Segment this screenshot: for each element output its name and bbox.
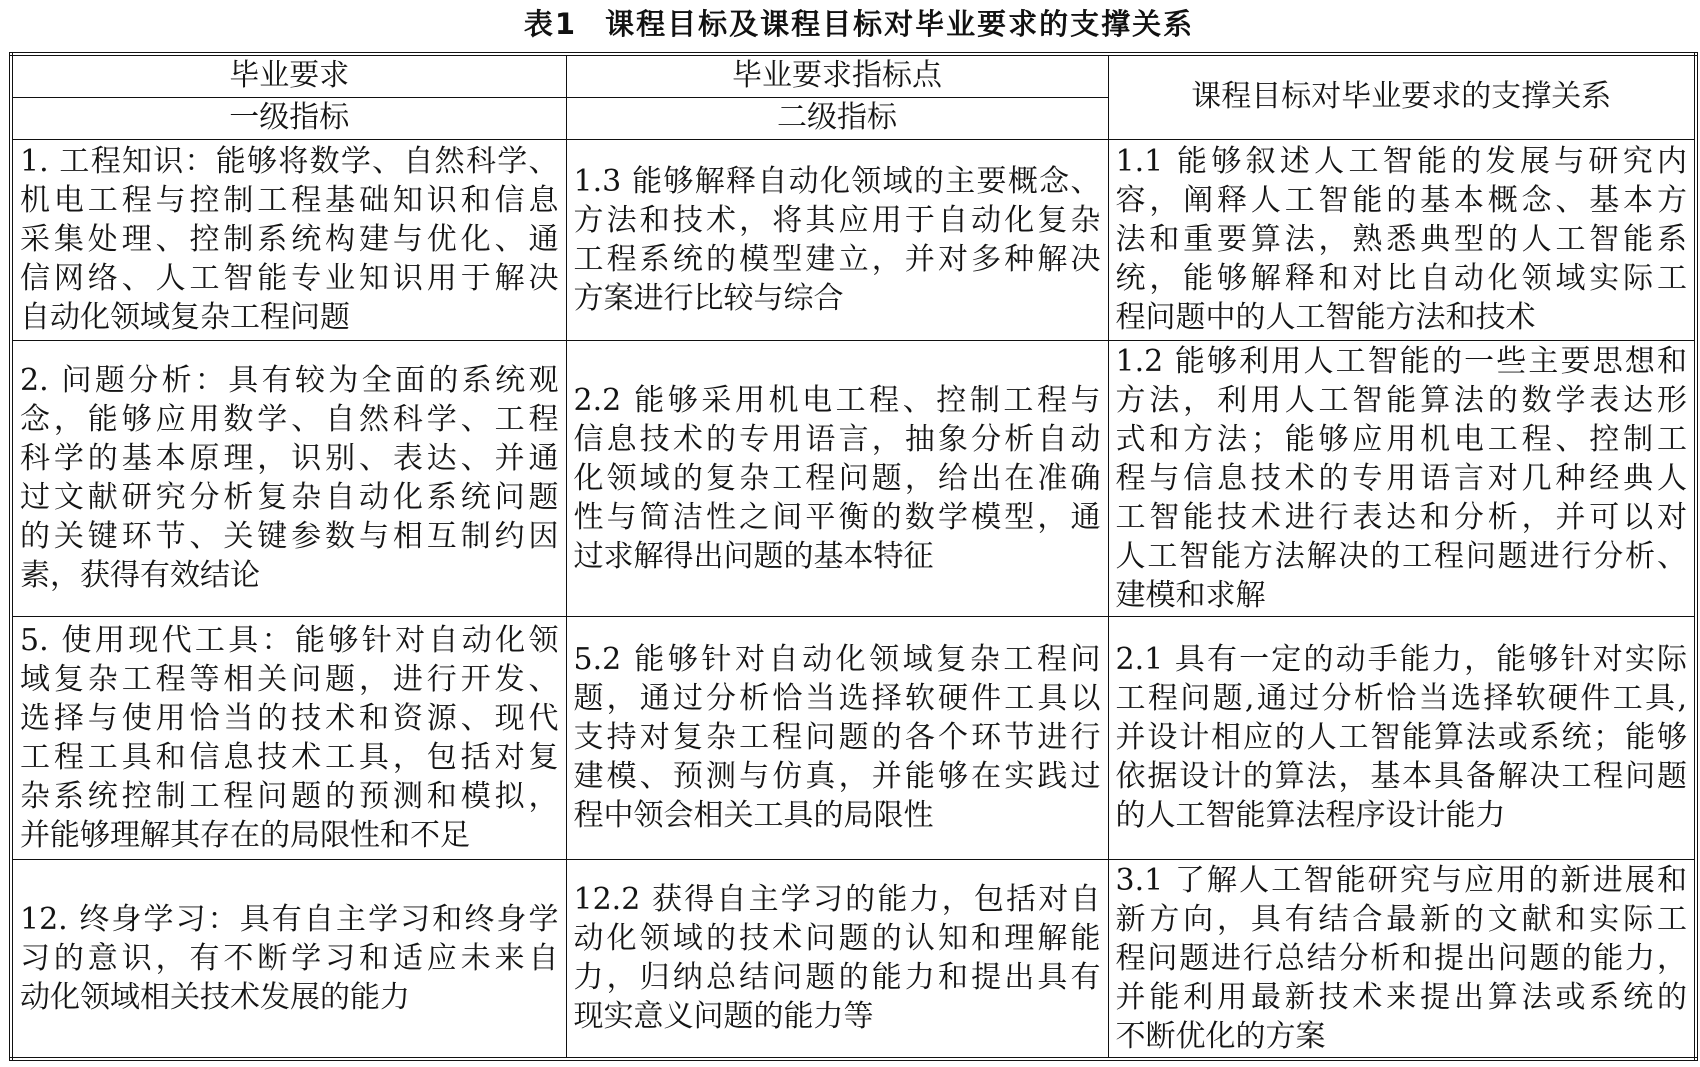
- indicator-line: 方法和技术，将其应用于自动化复杂: [573, 202, 1101, 238]
- indicator-line: 现实意义问题的能力等: [573, 999, 874, 1035]
- requirement-line: 工程工具和信息技术工具，包括对复: [20, 739, 559, 775]
- support-line: 的人工智能算法程序设计能力: [1115, 798, 1506, 833]
- table-title: 课程目标及课程目标对毕业要求的支撑关系: [605, 7, 1195, 41]
- requirement-line: 2. 问题分析：具有较为全面的系统观: [20, 363, 559, 398]
- indicator-cell: [566, 859, 1108, 1059]
- support-line: 容，阐释人工智能的基本概念、基本方: [1115, 183, 1687, 218]
- requirement-line: 念，能够应用数学、自然科学、工程: [20, 402, 559, 437]
- support-line: 建模和求解: [1115, 577, 1266, 613]
- support-line: 工程问题,通过分析恰当选择软硬件工具,: [1115, 681, 1687, 716]
- support-relation-table: [9, 52, 1698, 1061]
- indicator-line: 建模、预测与仿真，并能够在实践过: [573, 759, 1101, 794]
- support-line: 程问题进行总结分析和提出问题的能力，: [1115, 940, 1687, 976]
- indicator-cell: [566, 616, 1108, 859]
- support-line: 1.2 能够利用人工智能的一些主要思想和: [1115, 343, 1687, 379]
- requirement-line: 素，获得有效结论: [20, 558, 260, 593]
- indicator-line: 1.3 能够解释自动化领域的主要概念、: [573, 163, 1101, 199]
- requirement-cell: [11, 139, 566, 340]
- support-cell: [1108, 340, 1696, 616]
- requirement-line: 过文献研究分析复杂自动化系统问题: [20, 480, 559, 515]
- support-line: 并设计相应的人工智能算法或系统；能够: [1115, 720, 1687, 755]
- indicator-line: 方案进行比较与综合: [573, 280, 844, 316]
- header-second-level: 二级指标: [566, 97, 1108, 139]
- requirement-cell: [11, 859, 566, 1059]
- support-line: 新方向，具有结合最新的文献和实际工: [1115, 901, 1687, 937]
- support-cell: [1108, 616, 1696, 859]
- requirement-line: 选择与使用恰当的技术和资源、现代: [20, 700, 559, 736]
- table-row: [11, 859, 1696, 1059]
- indicator-line: 支持对复杂工程问题的各个环节进行: [573, 720, 1101, 755]
- indicator-line: 性与简洁性之间平衡的数学模型，通: [573, 499, 1101, 535]
- support-line: 法和重要算法，熟悉典型的人工智能系: [1115, 222, 1687, 257]
- requirement-line: 5. 使用现代工具：能够针对自动化领: [20, 622, 559, 658]
- table-row: [11, 616, 1696, 859]
- support-line: 式和方法；能够应用机电工程、控制工: [1115, 421, 1687, 457]
- requirement-line: 采集处理、控制系统构建与优化、通: [20, 222, 559, 257]
- table-caption: [0, 3, 1700, 45]
- support-line: 1.1 能够叙述人工智能的发展与研究内: [1115, 144, 1687, 179]
- support-line: 2.1 具有一定的动手能力，能够针对实际: [1115, 642, 1687, 677]
- indicator-line: 力，归纳总结问题的能力和提出具有: [573, 960, 1101, 996]
- requirement-line: 1. 工程知识：能够将数学、自然科学、: [20, 144, 559, 179]
- header-row: [11, 54, 1696, 97]
- support-line: 工智能技术进行表达和分析，并可以对: [1115, 499, 1687, 535]
- indicator-line: 程中领会相关工具的局限性: [573, 798, 934, 833]
- table-label: 表1: [523, 7, 578, 41]
- header-support-relation: 课程目标对毕业要求的支撑关系: [1108, 54, 1696, 139]
- indicator-line: 12.2 获得自主学习的能力，包括对自: [573, 882, 1101, 918]
- requirement-line: 机电工程与控制工程基础知识和信息: [20, 183, 559, 218]
- header-indicator-point: 毕业要求指标点: [566, 54, 1108, 97]
- requirement-line: 12. 终身学习：具有自主学习和终身学: [20, 901, 559, 937]
- support-line: 统，能够解释和对比自动化领域实际工: [1115, 261, 1687, 296]
- requirement-line: 的关键环节、关键参数与相互制约因: [20, 519, 559, 554]
- table-row: [11, 139, 1696, 340]
- indicator-line: 题，通过分析恰当选择软硬件工具以: [573, 681, 1101, 716]
- support-line: 人工智能方法解决的工程问题进行分析、: [1115, 538, 1687, 574]
- indicator-line: 5.2 能够针对自动化领域复杂工程问: [573, 642, 1101, 677]
- support-cell: [1108, 859, 1696, 1059]
- requirement-line: 动化领域相关技术发展的能力: [20, 979, 410, 1015]
- requirement-line: 并能够理解其存在的局限性和不足: [20, 817, 470, 853]
- requirement-line: 杂系统控制工程问题的预测和模拟，: [20, 778, 559, 814]
- header-first-level: 一级指标: [11, 97, 566, 139]
- requirement-line: 习的意识，有不断学习和适应未来自: [20, 940, 559, 976]
- indicator-line: 信息技术的专用语言，抽象分析自动: [573, 421, 1101, 457]
- indicator-line: 2.2 能够采用机电工程、控制工程与: [573, 382, 1101, 418]
- requirement-cell: [11, 340, 566, 616]
- indicator-line: 过求解得出问题的基本特征: [573, 538, 934, 574]
- requirement-line: 科学的基本原理，识别、表达、并通: [20, 441, 559, 476]
- support-line: 并能利用最新技术来提出算法或系统的: [1115, 979, 1687, 1015]
- support-line: 程问题中的人工智能方法和技术: [1115, 300, 1536, 335]
- requirement-line: 域复杂工程等相关问题，进行开发、: [20, 661, 559, 697]
- support-line: 方法，利用人工智能算法的数学表达形: [1115, 382, 1687, 418]
- table-row: [11, 340, 1696, 616]
- indicator-cell: [566, 139, 1108, 340]
- support-line: 程与信息技术的专用语言对几种经典人: [1115, 460, 1687, 496]
- requirement-line: 自动化领域复杂工程问题: [20, 300, 350, 335]
- support-line: 依据设计的算法，基本具备解决工程问题: [1115, 759, 1687, 794]
- indicator-line: 动化领域的技术问题的认知和理解能: [573, 921, 1101, 957]
- indicator-line: 工程系统的模型建立，并对多种解决: [573, 241, 1101, 277]
- header-graduation-requirement: 毕业要求: [11, 54, 566, 97]
- requirement-cell: [11, 616, 566, 859]
- indicator-cell: [566, 340, 1108, 616]
- requirement-line: 信网络、人工智能专业知识用于解决: [20, 261, 559, 296]
- support-line: 不断优化的方案: [1115, 1018, 1326, 1054]
- indicator-line: 化领域的复杂工程问题，给出在准确: [573, 460, 1101, 496]
- support-line: 3.1 了解人工智能研究与应用的新进展和: [1115, 862, 1687, 898]
- support-cell: [1108, 139, 1696, 340]
